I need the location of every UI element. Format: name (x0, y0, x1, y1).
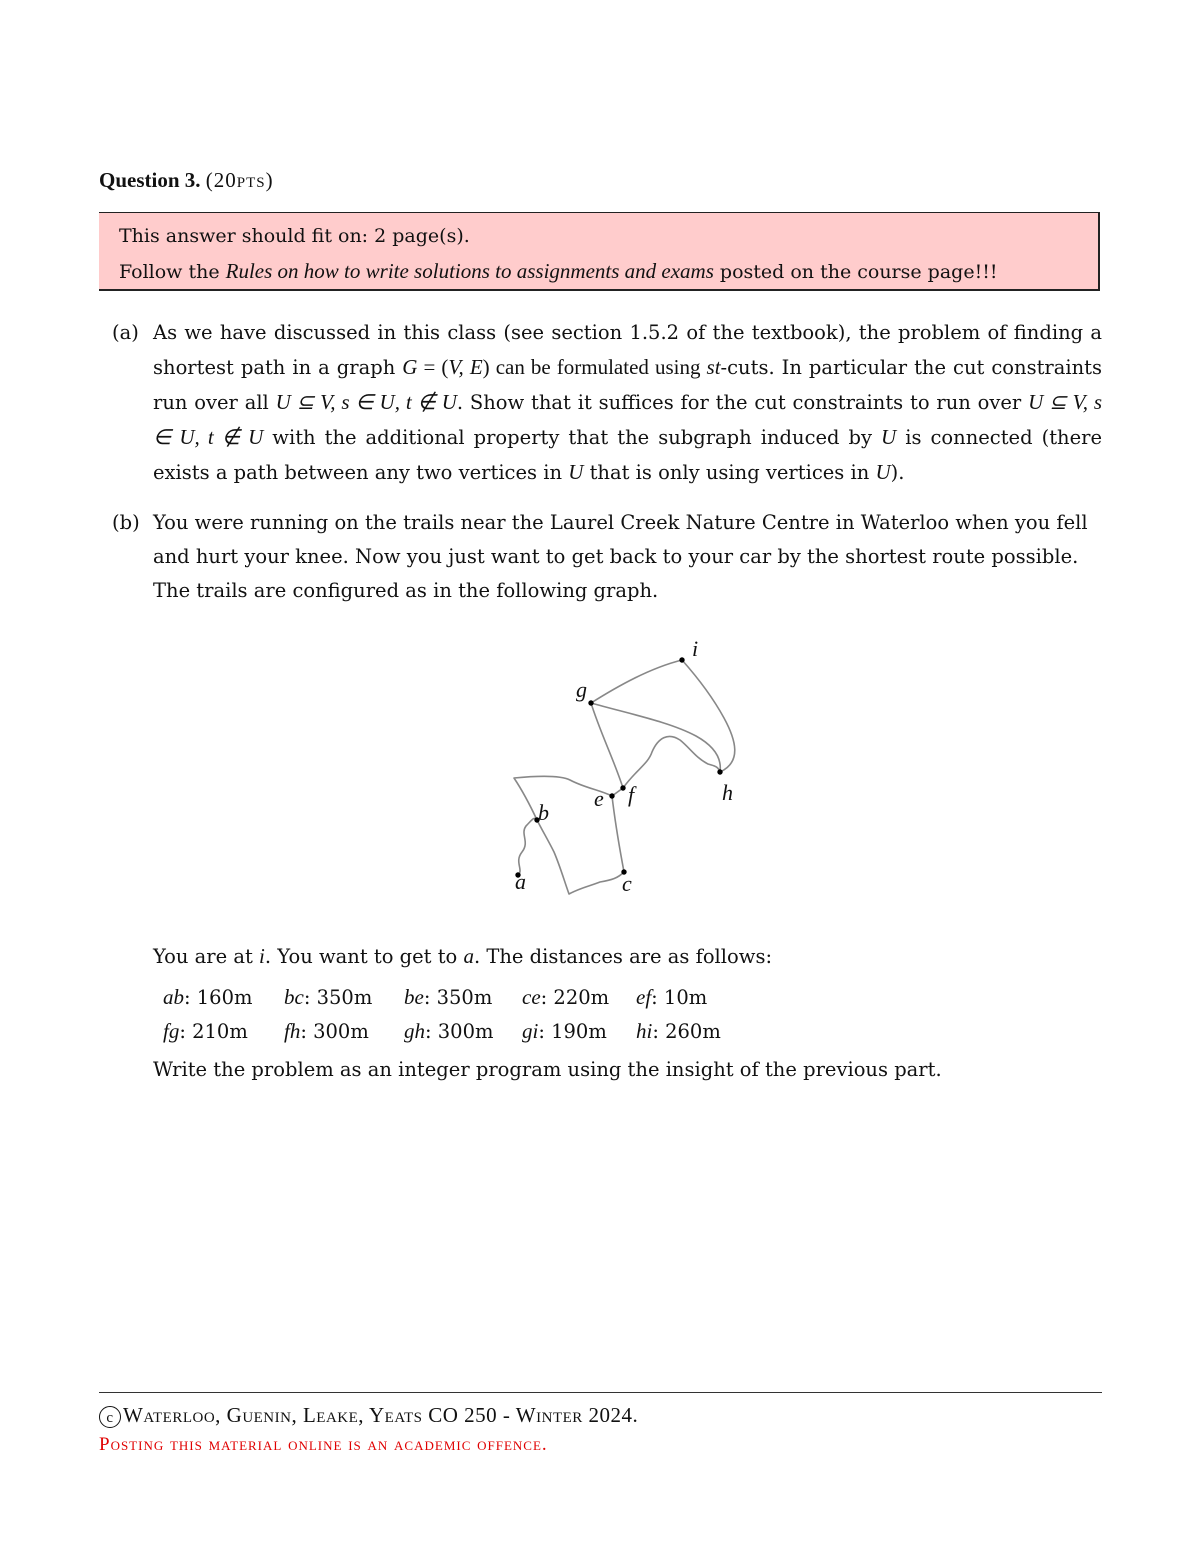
edge-bc (537, 820, 624, 894)
distance-entry: fh: 300m (284, 1019, 369, 1043)
answer-length-note (99, 212, 1100, 291)
edge-fg (591, 703, 623, 788)
part-a-text (153, 316, 1102, 490)
distance-entry: ab: 160m (163, 985, 253, 1009)
edge-gh (591, 703, 720, 772)
part-b-label: (b) (112, 511, 140, 534)
part-a-math: st (706, 355, 721, 379)
node-g (588, 700, 593, 705)
distance-entry: hi: 260m (636, 1019, 721, 1043)
target-vertex: a (463, 944, 474, 968)
part-a-label: (a) (112, 321, 139, 344)
part-b-text: You were running on the trails near the Laurel Creek Nature Centre in Waterloo when you fell and hurt your knee. Now you just want to get back to your car by the shortest route possible. The trails are configured as in the following graph. (153, 511, 1088, 602)
part-a-math: U (881, 425, 897, 449)
note-line-rules (119, 259, 997, 284)
part-a-math: V, E (448, 355, 483, 379)
edge-ce (612, 796, 624, 872)
question-points: (20pts) (205, 168, 274, 192)
edge-ab (518, 818, 537, 875)
note-rules-suffix: posted on the course page!!! (713, 261, 998, 283)
node-label-c: c (622, 871, 632, 896)
part-b (112, 506, 1102, 608)
node-label-a: a (515, 869, 526, 894)
node-e (609, 793, 614, 798)
part-a-seg: that is only using vertices in (583, 461, 876, 484)
node-label-b: b (538, 800, 549, 825)
final-instruction: Write the problem as an integer program using the insight of the previous part. (153, 1058, 942, 1081)
part-a-math: U (875, 460, 891, 484)
distance-entry: gi: 190m (522, 1019, 607, 1043)
note-line-page-limit: This answer should fit on: 2 page(s). (119, 225, 470, 247)
footer-authors: Waterloo, Guenin, Leake, Yeats CO 250 - Winter 2024. (123, 1403, 639, 1427)
node-label-g: g (576, 677, 587, 702)
edge-gi (591, 660, 682, 703)
node-label-h: h (722, 780, 733, 805)
distance-entry: fg: 210m (163, 1019, 248, 1043)
note-rules-link-text: Rules on how to write solutions to assignments and exams (225, 259, 714, 283)
distance-entry: be: 350m (404, 985, 493, 1009)
location-prefix: You are at (153, 945, 260, 968)
node-h (717, 769, 722, 774)
part-a (112, 316, 1102, 490)
location-sentence (153, 944, 772, 969)
distance-entry: ce: 220m (522, 985, 610, 1009)
node-label-f: f (628, 782, 635, 807)
location-suffix: . The distances are as follows: (473, 945, 773, 968)
location-middle: . You want to get to (264, 945, 464, 968)
node-label-e: e (594, 786, 604, 811)
footer-warning: Posting this material online is an academic offence. (99, 1434, 548, 1455)
part-a-seg: -cuts. In particular the cut constraints run over all (153, 356, 1103, 414)
part-a-math: U ⊆ V, s ∈ U, t ∉ U (275, 390, 457, 414)
part-a-math: U ⊆ V, s ∈ U, t ∉ U (153, 390, 1102, 449)
question-label: Question 3. (99, 168, 201, 192)
edge-fh (623, 736, 720, 788)
footer-copyright (99, 1403, 638, 1428)
part-a-seg: with the additional property that the subgraph induced by (263, 426, 882, 449)
part-a-seg: ) can be formulated using (482, 355, 707, 379)
node-label-i: i (692, 636, 699, 661)
start-vertex: i (259, 944, 265, 968)
part-a-math: = ( (417, 355, 449, 379)
question-heading (99, 168, 274, 193)
part-a-math: G (402, 355, 418, 379)
part-a-seg: is connected (there exists a path between any two vertices in (153, 426, 1103, 484)
footer-divider (99, 1392, 1102, 1393)
distance-entry: bc: 350m (284, 985, 373, 1009)
part-a-math: U (568, 460, 584, 484)
part-a-seg: As we have discussed in this class (see section 1.5.2 of the textbook), the problem of finding a shortest path in a graph (153, 321, 1102, 379)
distance-entry: gh: 300m (404, 1019, 494, 1043)
note-rules-prefix: Follow the (119, 261, 226, 283)
part-a-seg: . Show that it suffices for the cut constraints to run over (456, 391, 1029, 414)
distance-entry: ef: 10m (636, 985, 708, 1009)
node-f (620, 785, 625, 790)
copyright-icon: c (99, 1406, 121, 1428)
node-i (679, 657, 684, 662)
distance-row-2 (163, 1019, 721, 1044)
distance-row-1 (163, 985, 707, 1010)
trail-graph (490, 630, 760, 905)
part-a-seg: ). (890, 461, 905, 484)
edge-hi (682, 660, 735, 772)
